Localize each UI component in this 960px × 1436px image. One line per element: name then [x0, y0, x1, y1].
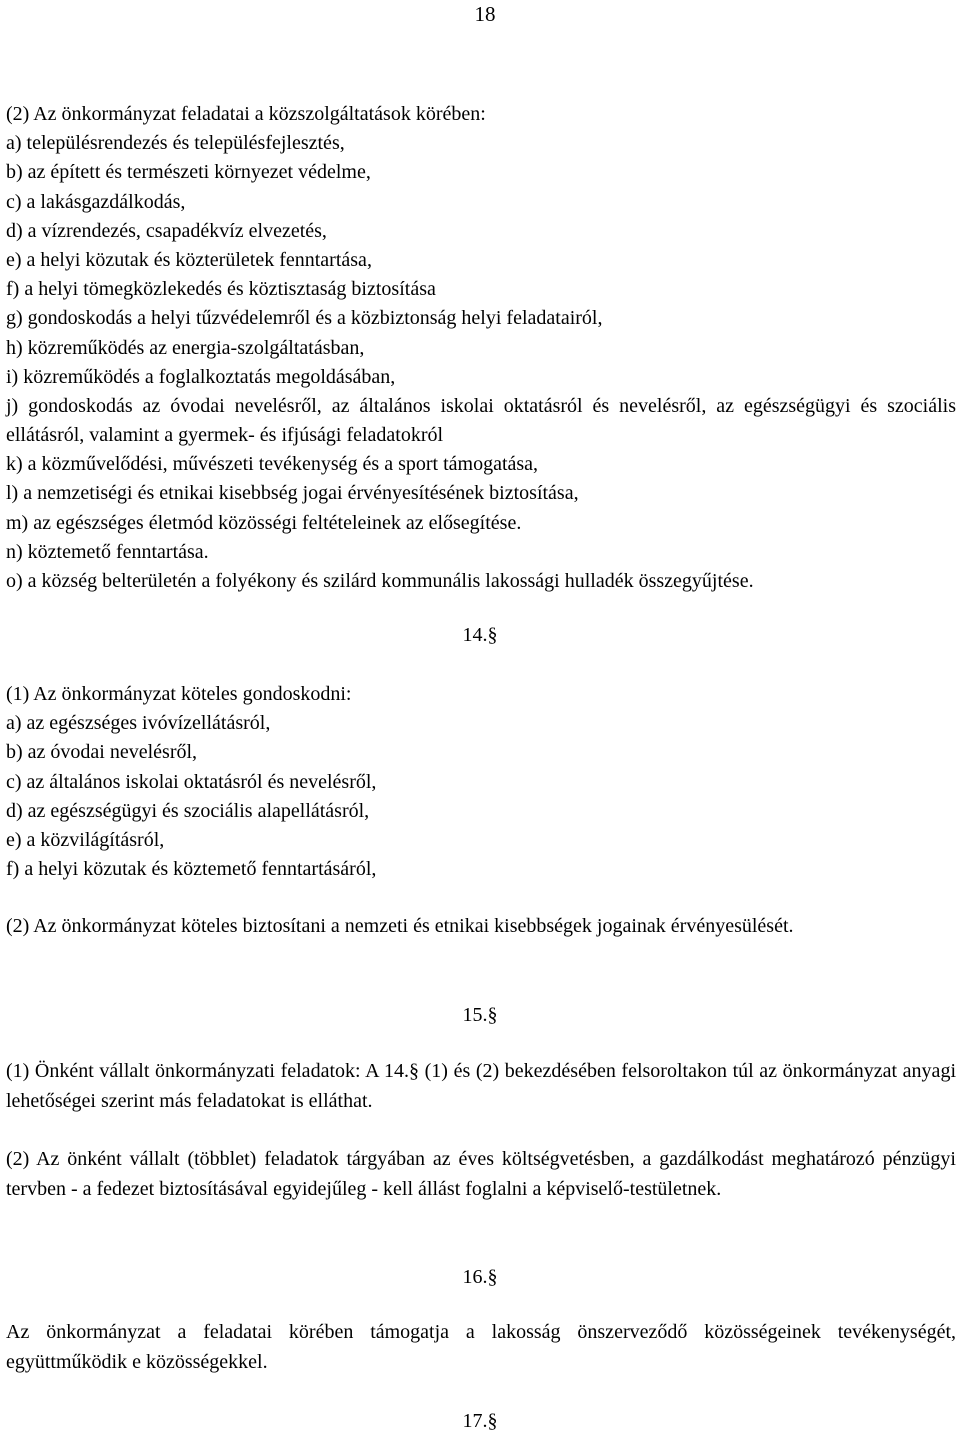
list-item: n) köztemető fenntartása.	[6, 540, 209, 563]
list-item: h) közreműködés az energia-szolgáltatásban,	[6, 336, 365, 359]
list-item: f) a helyi közutak és köztemető fenntartásáról,	[6, 858, 377, 881]
section15-paragraph1: (1) Önként vállalt önkormányzati feladatok: A 14.§ (1) és (2) bekezdésében felsoroltakon túl az önkormányzat anyagi lehetőségei szerint más feladatokat is elláthat.	[6, 1060, 956, 1112]
list-item: d) a vízrendezés, csapadékvíz elvezetés,	[6, 219, 327, 242]
list-item: c) az általános iskolai oktatásról és nevelésről,	[6, 770, 377, 793]
list-item: o) a község belterületén a folyékony és szilárd kommunális lakossági hulladék összegyűjtése.	[6, 570, 754, 593]
list-item: f) a helyi tömegközlekedés és köztisztaság biztosítása	[6, 278, 436, 301]
section-14-heading: 14.§	[462, 624, 498, 646]
list-item: a) településrendezés és településfejlesztés,	[6, 132, 345, 155]
list-item: a) az egészséges ivóvízellátásról,	[6, 712, 271, 735]
list-item: c) a lakásgazdálkodás,	[6, 190, 186, 213]
section-16-heading: 16.§	[462, 1266, 498, 1288]
list-item: (2) Az önkormányzat feladatai a közszolgáltatások körében:	[6, 103, 486, 125]
list-item: i) közreműködés a foglalkoztatás megoldásában,	[6, 365, 396, 388]
page-number: 18	[474, 2, 496, 26]
section14-paragraph1-list	[6, 680, 956, 884]
list-item: k) a közművelődési, művészeti tevékenység és a sport támogatása,	[6, 453, 539, 476]
section13-paragraph2-list	[6, 100, 956, 596]
section14-paragraph2: (2) Az önkormányzat köteles biztosítani a nemzeti és etnikai kisebbségek jogainak érvényesülését.	[6, 915, 794, 937]
list-item: e) a közvilágításról,	[6, 828, 165, 851]
list-item: l) a nemzetiségi és etnikai kisebbség jogai érvényesítésének biztosítása,	[6, 482, 579, 505]
list-item: (1) Az önkormányzat köteles gondoskodni:	[6, 683, 352, 705]
section-15-heading: 15.§	[462, 1004, 498, 1026]
section-17-heading: 17.§	[462, 1410, 498, 1432]
list-item-j: j) gondoskodás az óvodai nevelésről, az általános iskolai oktatásról és nevelésről, az egészségügyi és szociális ellátásról, valamint a gyermek- és ifjúsági feladatokról	[6, 394, 956, 447]
list-item: m) az egészséges életmód közösségi feltételeinek az elősegítése.	[6, 511, 522, 534]
list-item: g) gondoskodás a helyi tűzvédelemről és a közbiztonság helyi feladatairól,	[6, 307, 603, 330]
list-item: e) a helyi közutak és közterületek fenntartása,	[6, 248, 372, 271]
section16-paragraph: Az önkormányzat a feladatai körében támogatja a lakosság önszerveződő közösségeinek tevékenységét, együttműködik e közösségekkel.	[6, 1321, 956, 1373]
list-item: b) az épített és természeti környezet védelme,	[6, 161, 371, 184]
list-item: b) az óvodai nevelésről,	[6, 741, 198, 764]
list-item: d) az egészségügyi és szociális alapellátásról,	[6, 799, 370, 822]
section15-paragraph2: (2) Az önként vállalt (többlet) feladatok tárgyában az éves költségvetésben, a gazdálkodást meghatározó pénzügyi tervben - a fedezet biztosításával egyidejűleg - kell állást foglalni a képviselő-testületnek.	[6, 1148, 956, 1200]
